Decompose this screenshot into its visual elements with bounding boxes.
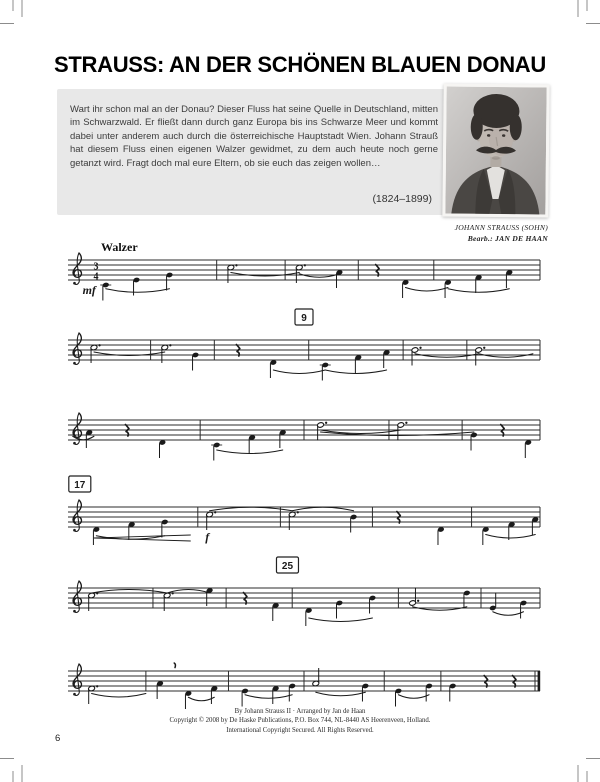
quarter-note — [166, 272, 173, 291]
quarter-note — [369, 595, 376, 614]
rehearsal-mark-17 — [69, 476, 91, 492]
slur — [299, 274, 339, 278]
quarter-note — [192, 352, 199, 371]
quarter-note — [350, 514, 357, 533]
staff-system-3 — [68, 413, 540, 461]
tempo-marking: Walzer — [101, 240, 138, 254]
quarter-note — [489, 593, 496, 612]
slur — [188, 697, 214, 701]
quarter-note — [532, 516, 539, 535]
page-number: 6 — [55, 733, 61, 744]
slur — [398, 695, 429, 699]
composer-name: JOHANN STRAUSS (SOHN) — [454, 223, 548, 232]
composer-dates: (1824–1899) — [372, 193, 432, 205]
rehearsal-mark-number: 9 — [301, 313, 307, 324]
quarter-note — [272, 685, 279, 704]
augmentation-dot — [483, 347, 485, 349]
quarter-note — [506, 269, 513, 288]
staff-system-1 — [68, 253, 540, 301]
slur — [316, 692, 366, 696]
slur — [231, 273, 299, 277]
quarter-note — [305, 607, 312, 626]
augmentation-dot — [172, 592, 174, 594]
quarter-note — [508, 521, 515, 540]
staff-system-2 — [68, 333, 540, 381]
slur — [273, 370, 325, 374]
slur — [210, 507, 293, 511]
quarter-note — [279, 429, 286, 448]
slur — [448, 289, 509, 293]
footer-attribution: By Johann Strauss II · Arranged by Jan de Haan — [234, 708, 366, 715]
quarter-note — [270, 359, 277, 378]
slur — [479, 354, 533, 358]
slur — [92, 590, 168, 594]
augmentation-dot — [297, 511, 299, 513]
quarter-note — [395, 688, 402, 707]
augmentation-dot — [98, 344, 100, 346]
quarter-note — [156, 680, 163, 699]
quarter-note — [288, 683, 295, 702]
slur — [106, 289, 170, 293]
dynamic-f: f — [205, 530, 210, 544]
quarter-note — [159, 439, 166, 458]
copyright-footer — [0, 707, 600, 735]
footer-copyright: Copyright © 2008 by De Haske Publications, P.O. Box 744, NL-8440 AS Heerenveen, Holland. — [169, 717, 431, 725]
half-note — [397, 422, 407, 441]
slur — [217, 450, 283, 454]
crescendo-hairpin — [94, 535, 191, 541]
augmentation-dot — [405, 422, 407, 424]
staff-system-5 — [68, 581, 540, 626]
quarter-note — [248, 434, 255, 453]
quarter-note — [241, 688, 248, 707]
augmentation-dot — [96, 685, 98, 687]
quarter-note — [425, 683, 432, 702]
quarter-note — [336, 269, 343, 288]
final-barline-thick — [538, 671, 541, 691]
slur — [413, 607, 467, 611]
time-signature-numerator: 3 — [93, 261, 99, 273]
quarter-note — [520, 600, 527, 619]
augmentation-dot — [417, 600, 419, 602]
rehearsal-mark-25 — [276, 557, 298, 573]
half-note — [411, 347, 421, 366]
staff-system-6 — [68, 663, 540, 709]
augmentation-dot — [235, 264, 237, 266]
slur — [325, 370, 386, 374]
quarter-note — [470, 432, 477, 451]
quarter-note — [449, 683, 456, 702]
augmentation-dot — [325, 422, 327, 424]
arranger-name: Bearb.: JAN DE HAAN — [467, 233, 548, 243]
augmentation-dot — [214, 511, 216, 513]
quarter-note — [463, 590, 470, 609]
quarter-note — [161, 519, 168, 538]
dynamic-mf: mf — [82, 283, 96, 297]
quarter-note — [475, 274, 482, 293]
breath-mark — [174, 663, 175, 668]
quarter-note — [524, 439, 531, 458]
rehearsal-mark-number: 17 — [74, 480, 86, 491]
staff-system-4 — [68, 500, 540, 545]
slur — [415, 354, 479, 358]
quarter-note — [100, 282, 111, 301]
slur — [292, 507, 353, 511]
quarter-note — [437, 526, 444, 545]
slur — [92, 694, 146, 698]
quarter-note — [336, 600, 343, 619]
augmentation-dot — [419, 347, 421, 349]
slur — [309, 618, 373, 622]
augmentation-dot — [304, 264, 306, 266]
page-title: STRAUSS: AN DER SCHÖNEN BLAUEN DONAU — [54, 52, 546, 77]
slur — [405, 288, 447, 292]
quarter-note — [211, 685, 218, 704]
intro-paragraph: Wart ihr schon mal an der Donau? Dieser Fluss hat seine Quelle in Deutschland, mitten im Schwarzwald. Er fließt dann durch ganz Europa bis ins Schwarze Meer und kommt dabei unter anderem auch durch die österreichische Hauptstadt Wien. Johann Strauß hat diesem Fluss einen eigenen Walzer gewidmet, zu dem auch heute noch gerne getanzt wird. Fragt doch mal eure Eltern, ob sie euch das zeigen wollen… — [70, 104, 438, 169]
slur — [493, 612, 524, 616]
rehearsal-mark-9 — [295, 309, 313, 325]
quarter-note — [272, 602, 279, 621]
footer-rights: International Copyright Secured. All Rights Reserved. — [226, 726, 374, 734]
quarter-note — [383, 349, 390, 368]
slur — [245, 695, 292, 699]
quarter-note — [355, 354, 362, 373]
half-note — [475, 347, 485, 366]
time-signature-denominator: 4 — [93, 271, 99, 283]
augmentation-dot — [169, 344, 171, 346]
slur — [486, 535, 536, 539]
rehearsal-mark-number: 25 — [281, 561, 294, 572]
